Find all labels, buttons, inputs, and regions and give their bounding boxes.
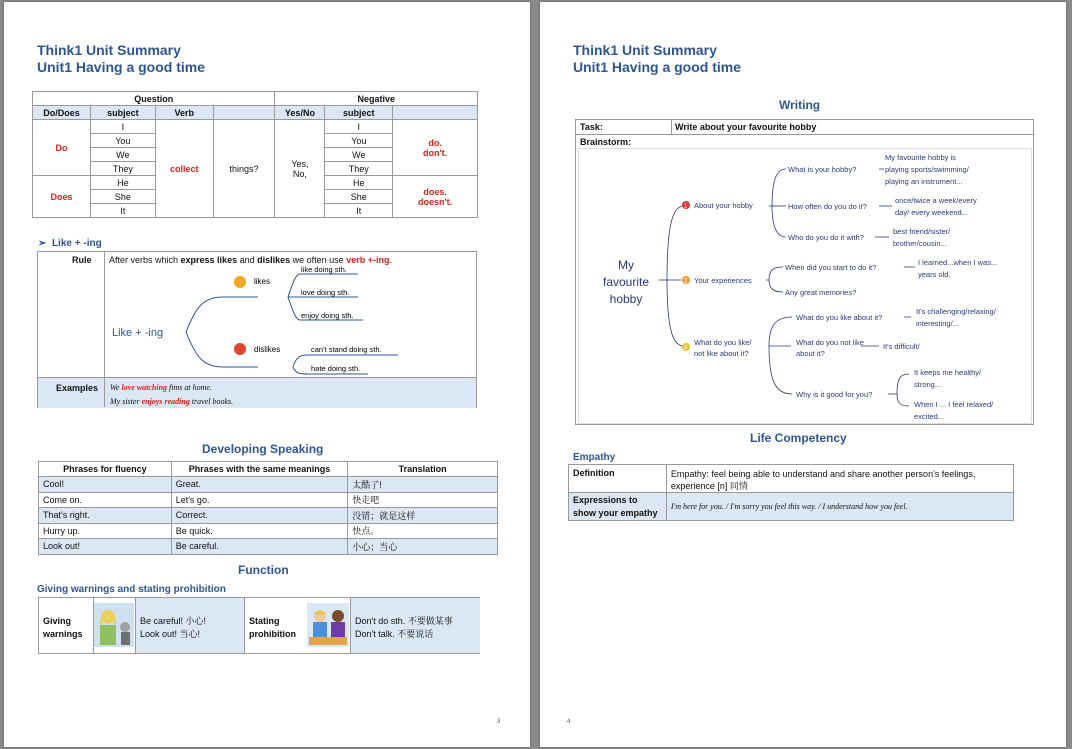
- table-cell: Look out!: [39, 539, 172, 555]
- function-subtitle: Giving warnings and stating prohibition: [37, 584, 226, 595]
- question: Who do you do it with?: [788, 233, 864, 242]
- answer: years old.: [918, 270, 951, 279]
- examples-label: Examples: [56, 383, 99, 393]
- branch-1: About your hobby: [694, 201, 753, 210]
- object-cell: things?: [213, 120, 275, 218]
- question: Any great memories?: [785, 288, 857, 297]
- warnings-label: [43, 615, 83, 641]
- warnings-text-1: Be careful! 小心!: [140, 616, 207, 626]
- neg-doesnt: doesn't.: [418, 196, 453, 207]
- answer: I learned...when I was...: [918, 258, 998, 267]
- neg-subject-cell: You: [325, 134, 393, 148]
- neg-dont: don't.: [423, 147, 448, 158]
- rule-bold2: dislikes: [257, 255, 291, 265]
- example-2: [110, 397, 233, 406]
- subject-cell: You: [90, 134, 155, 148]
- subject-cell: We: [90, 148, 155, 162]
- answer: excited...: [914, 412, 945, 421]
- col-yesno: Yes/No: [275, 106, 325, 120]
- page-right: [540, 2, 1066, 747]
- prohibition-label: [249, 615, 296, 641]
- expressions-label: [569, 493, 667, 521]
- empathy-table: [568, 464, 1014, 521]
- answer: strong...: [914, 380, 942, 389]
- title-line1: Think1 Unit Summary: [37, 42, 181, 58]
- brainstorm-label: Brainstorm:: [580, 137, 632, 147]
- task-text: Write about your favourite hobby: [675, 122, 817, 132]
- competency-title: Life Competency: [750, 431, 847, 445]
- subject-cell: She: [90, 190, 155, 204]
- table-cell: 小心；当心: [348, 539, 498, 555]
- grammar-table: [32, 91, 478, 218]
- like-ing-heading: [38, 238, 102, 249]
- definition-text: Empathy: feel being able to understand and share another person's feelings, experience [n] 同情: [666, 465, 1013, 493]
- subject-cell: It: [90, 204, 155, 218]
- branch-3-line2: not like about it?: [694, 349, 749, 358]
- neg-subject-cell: We: [325, 148, 393, 162]
- col-verb: Verb: [155, 106, 213, 120]
- example-1: [110, 383, 212, 392]
- rule-red: verb +-ing: [346, 255, 390, 265]
- table-cell: Let's go.: [171, 492, 348, 508]
- rule-label: Rule: [72, 255, 92, 265]
- happy-face-icon: [234, 276, 246, 288]
- answer: day/ every weekend...: [895, 208, 968, 217]
- question: What is your hobby?: [788, 165, 857, 174]
- neg-does: does.: [423, 186, 447, 197]
- subject-cell: I: [90, 120, 155, 134]
- arrow-bullet-icon: ➢: [38, 238, 47, 249]
- prohibition-text-2: Don't talk. 不要说话: [355, 629, 434, 639]
- question: about it?: [796, 349, 825, 358]
- mm-center-1: My: [618, 258, 634, 272]
- warning-illustration: [94, 603, 134, 647]
- does-cell: Does: [33, 176, 91, 218]
- prohibition-label-1: Stating: [249, 616, 280, 626]
- table-cell: 快走吧: [348, 492, 498, 508]
- like-ing-box: [37, 251, 477, 408]
- rule-pre: After verbs which: [109, 255, 181, 265]
- col-subject: subject: [90, 106, 155, 120]
- neg-does-cell: [393, 176, 478, 218]
- table-cell: Great.: [171, 477, 348, 493]
- brainstorm-mindmap: [578, 148, 1032, 424]
- answer: best friend/sister/: [893, 227, 951, 236]
- neg-do: do.: [428, 137, 442, 148]
- angry-face-icon: [234, 343, 246, 355]
- neg-subject-cell: They: [325, 162, 393, 176]
- ex2-c: travel books.: [189, 397, 234, 406]
- ex1-b: love watching: [121, 383, 168, 392]
- dislike-item: hate doing sth.: [311, 364, 361, 373]
- mm-center-2: favourite: [602, 275, 650, 289]
- table-cell: Hurry up.: [39, 523, 172, 539]
- warnings-label-1: Giving: [43, 616, 72, 626]
- title-line2: Unit1 Having a good time: [37, 59, 206, 75]
- neg-subject-cell: She: [325, 190, 393, 204]
- answer: When I ... I feel relaxed/: [914, 400, 994, 409]
- mm-center-3: hobby: [609, 292, 643, 306]
- page-left: [4, 2, 530, 747]
- subject-cell: They: [90, 162, 155, 176]
- speaking-table: [38, 461, 498, 555]
- answer: brother/cousin...: [893, 239, 947, 248]
- definition-label: Definition: [569, 465, 667, 493]
- empathy-heading: Empathy: [573, 452, 616, 463]
- speaking-header: Translation: [348, 462, 498, 477]
- question: How often do you do it?: [788, 202, 867, 211]
- like-ing-mindmap: [38, 252, 476, 377]
- task-label: Task:: [580, 122, 603, 132]
- expressions-text: I'm here for you. / I'm sorry you feel this way. / I understand how you feel.: [666, 493, 1013, 521]
- col-dodoes: Do/Does: [33, 106, 91, 120]
- negative-header: Negative: [275, 92, 478, 106]
- answer: It's challenging/relaxing/: [916, 307, 996, 316]
- question: What do you not like: [796, 338, 864, 347]
- subject-cell: He: [90, 176, 155, 190]
- page-number-right: 4: [567, 719, 571, 725]
- speaking-header: Phrases with the same meanings: [171, 462, 348, 477]
- warnings-text-2: Look out! 当心!: [140, 629, 201, 639]
- mm-center: Like + -ing: [112, 327, 164, 339]
- yesno-cell: Yes, No,: [275, 120, 325, 218]
- col-subject2: subject: [325, 106, 393, 120]
- question-header: Question: [33, 92, 275, 106]
- col-object: [213, 106, 275, 120]
- neg-do-cell: [393, 120, 478, 176]
- rule-bold1: express likes: [180, 255, 238, 265]
- answer: playing sports/swimming/: [885, 165, 969, 174]
- neg-subject-cell: I: [325, 120, 393, 134]
- like-ing-heading-text: Like + -ing: [51, 238, 102, 249]
- answer: interesting/...: [916, 319, 959, 328]
- b3-num: 3: [684, 345, 688, 352]
- col-neg: [393, 106, 478, 120]
- neg-subject-cell: He: [325, 176, 393, 190]
- prohibition-text-1: Don't do sth. 不要做某事: [355, 616, 453, 626]
- answer: playing an instrument...: [885, 177, 963, 186]
- prohibition-illustration: [307, 603, 349, 647]
- prohibition-text: [355, 615, 453, 641]
- likes-label: likes: [254, 277, 271, 286]
- branch-3-line1: What do you like/: [694, 338, 752, 347]
- question: When did you start to do it?: [785, 263, 877, 272]
- table-cell: Come on.: [39, 492, 172, 508]
- answer: It's difficult/: [883, 342, 920, 351]
- function-title: Function: [238, 563, 289, 577]
- like-item: love doing sth.: [301, 288, 350, 297]
- expressions-label-1: Expressions to: [573, 494, 638, 505]
- function-box: [38, 597, 480, 654]
- table-cell: 快点。: [348, 523, 498, 539]
- page-number-left: 3: [497, 719, 501, 725]
- table-cell: Cool!: [39, 477, 172, 493]
- warnings-label-2: warnings: [43, 629, 83, 639]
- like-item: enjoy doing sth.: [301, 311, 354, 320]
- rule-mid1: and: [237, 255, 258, 265]
- ex1-c: fims at home.: [167, 383, 212, 392]
- b2-num: 2: [684, 278, 688, 285]
- do-cell: Do: [33, 120, 91, 176]
- ex2-a: My sister: [110, 397, 142, 406]
- b1-num: 1: [684, 203, 688, 210]
- doc-title: [573, 42, 741, 76]
- table-cell: 没错；就是这样: [348, 508, 498, 524]
- question: What do you like about it?: [796, 313, 883, 322]
- neg-subject-cell: It: [325, 204, 393, 218]
- title-line2: Unit1 Having a good time: [573, 59, 742, 75]
- writing-title: Writing: [779, 98, 821, 112]
- speaking-header: Phrases for fluency: [39, 462, 172, 477]
- answer: It keeps me healthy/: [914, 368, 982, 377]
- doc-title: [37, 42, 205, 76]
- warnings-text: [140, 615, 206, 641]
- table-cell: 太酷了!: [348, 477, 498, 493]
- rule-mid2: we often use: [290, 255, 347, 265]
- answer: My favourite hobby is: [885, 153, 956, 162]
- answer: once/twice a week/every: [895, 196, 977, 205]
- question: Why is it good for you?: [796, 390, 873, 399]
- prohibition-label-2: prohibition: [249, 629, 296, 639]
- speaking-title: Developing Speaking: [202, 442, 324, 456]
- expressions-label-2: show your empathy: [573, 507, 658, 518]
- dislike-item: can't stand doing sth.: [311, 345, 382, 354]
- ex1-a: We: [110, 383, 122, 392]
- table-cell: Be careful.: [171, 539, 348, 555]
- branch-2: Your experiences: [694, 276, 752, 285]
- title-line1: Think1 Unit Summary: [573, 42, 717, 58]
- ex2-b: enjoys reading: [141, 397, 190, 406]
- table-cell: That's right.: [39, 508, 172, 524]
- table-cell: Be quick.: [171, 523, 348, 539]
- verb-cell: collect: [155, 120, 213, 218]
- like-item: like doing sth.: [301, 265, 347, 274]
- rule-end: .: [389, 255, 392, 265]
- writing-box: [575, 119, 1034, 425]
- dislikes-label: dislikes: [254, 345, 281, 354]
- table-cell: Correct.: [171, 508, 348, 524]
